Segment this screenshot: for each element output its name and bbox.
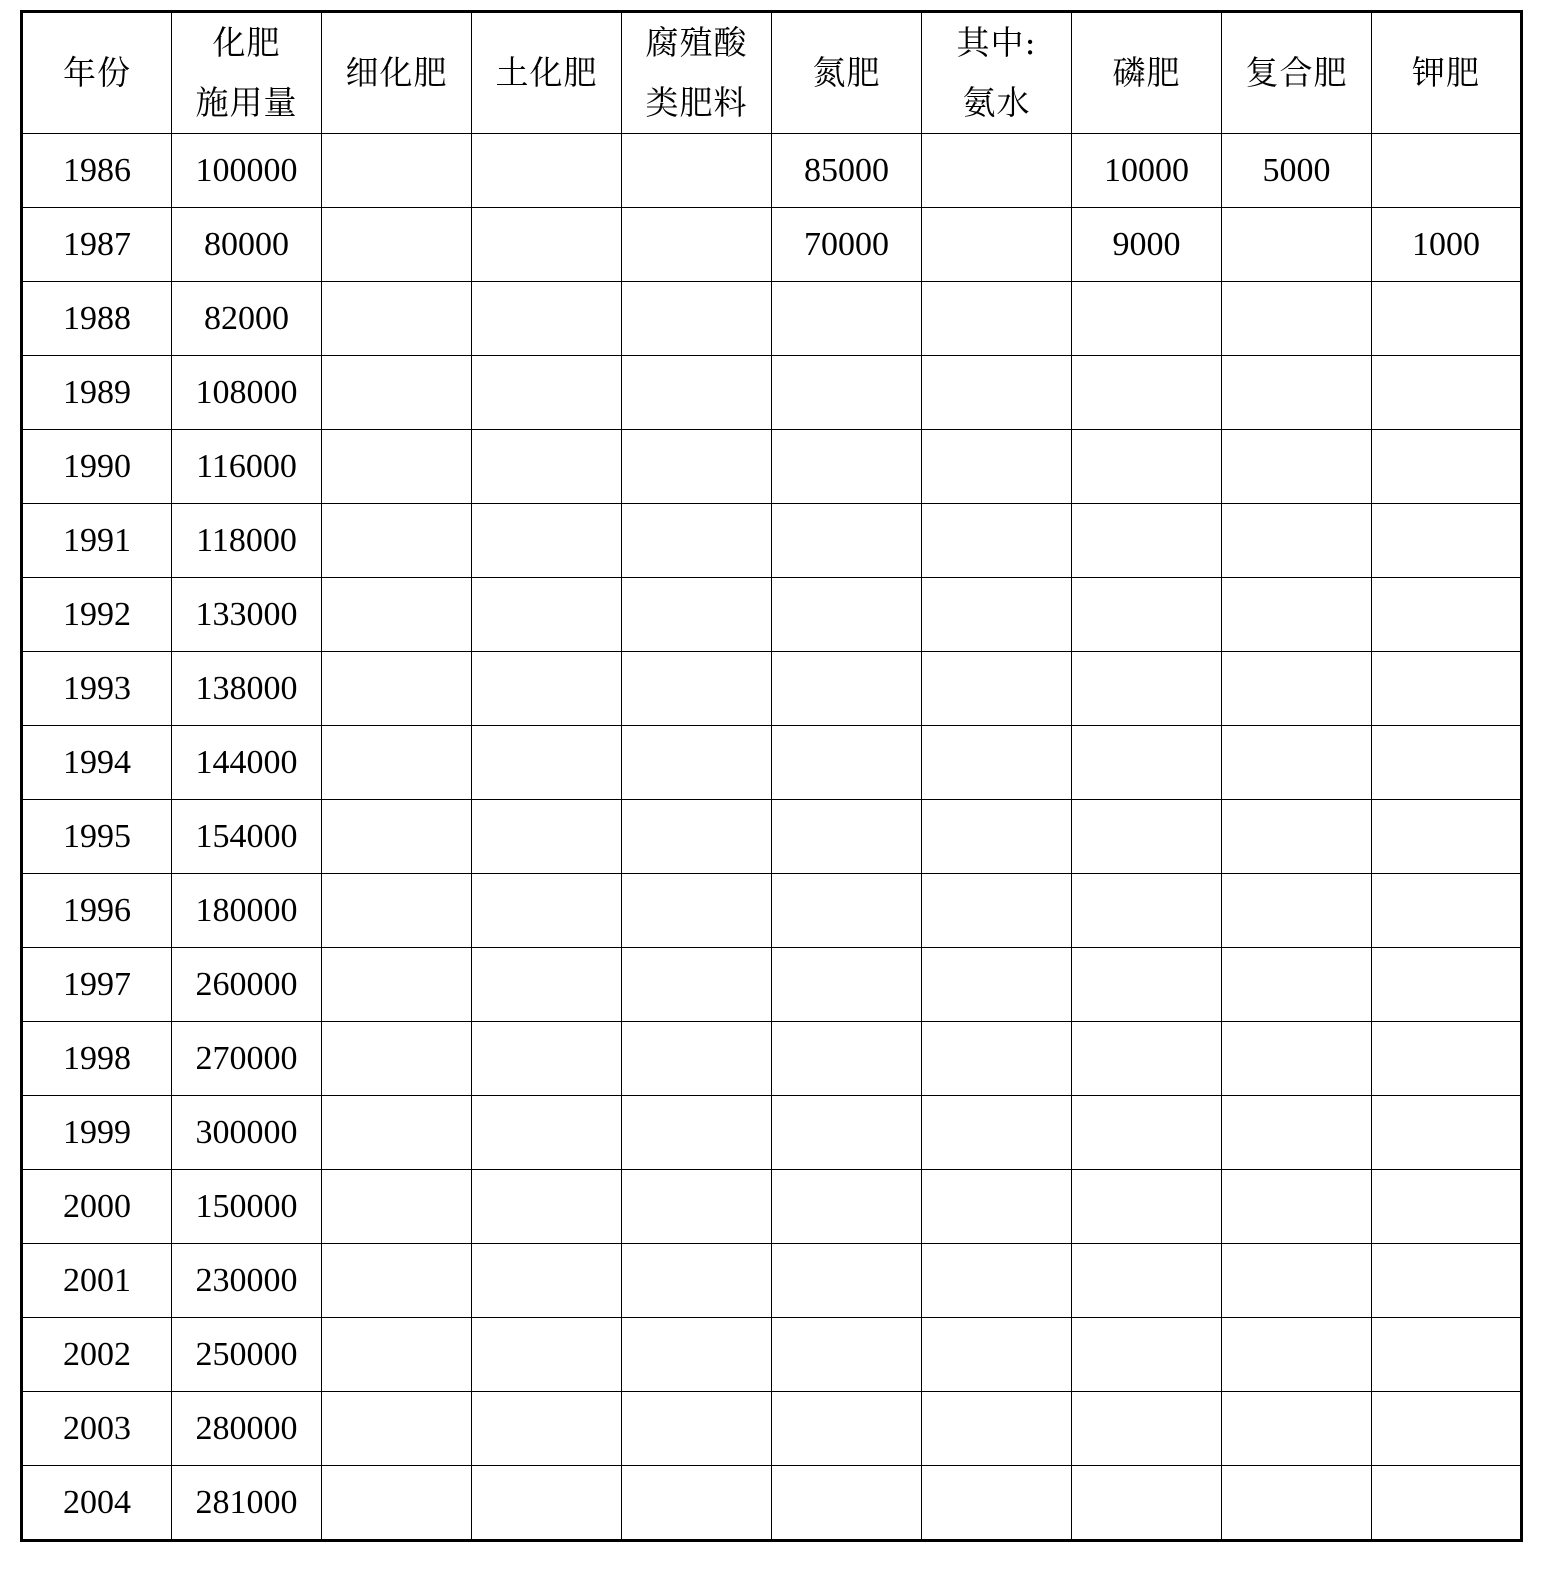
value-cell [772, 652, 922, 726]
value-cell [922, 504, 1072, 578]
value-cell [772, 1318, 922, 1392]
year-cell: 1990 [22, 430, 172, 504]
value-cell [922, 578, 1072, 652]
year-cell: 2004 [22, 1466, 172, 1541]
header-fertilizer-total [172, 12, 322, 134]
value-cell [322, 1022, 472, 1096]
value-cell [322, 134, 472, 208]
value-cell [622, 1022, 772, 1096]
table-row [22, 1096, 1522, 1170]
year-cell: 1992 [22, 578, 172, 652]
value-cell [622, 430, 772, 504]
year-cell: 1987 [22, 208, 172, 282]
value-cell: 281000 [172, 1466, 322, 1541]
value-cell [922, 1096, 1072, 1170]
table-row [22, 504, 1522, 578]
value-cell [472, 1244, 622, 1318]
value-cell [1072, 356, 1222, 430]
value-cell [472, 430, 622, 504]
value-cell [322, 652, 472, 726]
value-cell [322, 1096, 472, 1170]
value-cell [1372, 1466, 1522, 1541]
value-cell [922, 208, 1072, 282]
header-local-fertilizer [472, 12, 622, 134]
header-of-which-ammonia-water [922, 12, 1072, 134]
year-cell: 1999 [22, 1096, 172, 1170]
value-cell [622, 652, 772, 726]
table-row [22, 282, 1522, 356]
value-cell: 10000 [1072, 134, 1222, 208]
table-row [22, 430, 1522, 504]
value-cell [1372, 652, 1522, 726]
year-cell: 1993 [22, 652, 172, 726]
table-row [22, 800, 1522, 874]
value-cell [922, 1170, 1072, 1244]
value-cell [1222, 1244, 1372, 1318]
value-cell [1072, 1170, 1222, 1244]
value-cell [472, 726, 622, 800]
value-cell [1072, 652, 1222, 726]
value-cell [1372, 430, 1522, 504]
value-cell [1372, 726, 1522, 800]
year-cell: 1997 [22, 948, 172, 1022]
value-cell [1072, 578, 1222, 652]
value-cell [1222, 1170, 1372, 1244]
table-row [22, 578, 1522, 652]
header-compound-fertilizer [1222, 12, 1372, 134]
value-cell [922, 652, 1072, 726]
value-cell: 260000 [172, 948, 322, 1022]
value-cell [1372, 282, 1522, 356]
value-cell [322, 356, 472, 430]
header-line: 化肥 [212, 23, 281, 62]
value-cell [1222, 800, 1372, 874]
value-cell [322, 1466, 472, 1541]
value-cell [1072, 1022, 1222, 1096]
value-cell: 82000 [172, 282, 322, 356]
value-cell [322, 504, 472, 578]
value-cell [1372, 1022, 1522, 1096]
value-cell [1372, 504, 1522, 578]
value-cell [1222, 430, 1372, 504]
table-row [22, 652, 1522, 726]
header-line: 氨水 [962, 83, 1031, 122]
value-cell [322, 1170, 472, 1244]
value-cell [922, 282, 1072, 356]
value-cell [472, 1096, 622, 1170]
header-humic-acid-fertilizer [622, 12, 772, 134]
value-cell [622, 1318, 772, 1392]
value-cell [472, 800, 622, 874]
value-cell: 1000 [1372, 208, 1522, 282]
value-cell [1072, 430, 1222, 504]
table-row [22, 134, 1522, 208]
value-cell [1372, 134, 1522, 208]
table-row [22, 874, 1522, 948]
value-cell [322, 282, 472, 356]
value-cell [322, 948, 472, 1022]
value-cell [1072, 282, 1222, 356]
value-cell [472, 948, 622, 1022]
value-cell [1072, 1466, 1222, 1541]
table-row [22, 1170, 1522, 1244]
value-cell [772, 1096, 922, 1170]
year-cell: 1986 [22, 134, 172, 208]
value-cell [1372, 1318, 1522, 1392]
year-cell: 1994 [22, 726, 172, 800]
value-cell: 250000 [172, 1318, 322, 1392]
value-cell [772, 282, 922, 356]
year-cell: 1995 [22, 800, 172, 874]
value-cell [772, 504, 922, 578]
value-cell [1072, 1244, 1222, 1318]
value-cell [322, 1244, 472, 1318]
value-cell [772, 1170, 922, 1244]
value-cell [622, 208, 772, 282]
table-row [22, 208, 1522, 282]
value-cell [1372, 874, 1522, 948]
value-cell [1372, 1392, 1522, 1466]
value-cell [1072, 504, 1222, 578]
value-cell [1222, 1318, 1372, 1392]
table-row [22, 1466, 1522, 1541]
value-cell [1222, 948, 1372, 1022]
header-line: 复合肥 [1245, 53, 1348, 92]
value-cell [772, 1022, 922, 1096]
value-cell [1372, 1096, 1522, 1170]
value-cell [1222, 282, 1372, 356]
value-cell [772, 800, 922, 874]
value-cell [1222, 356, 1372, 430]
value-cell [622, 1096, 772, 1170]
value-cell: 154000 [172, 800, 322, 874]
value-cell: 85000 [772, 134, 922, 208]
value-cell: 9000 [1072, 208, 1222, 282]
header-line: 磷肥 [1112, 53, 1181, 92]
value-cell: 138000 [172, 652, 322, 726]
value-cell [772, 874, 922, 948]
value-cell [922, 874, 1072, 948]
value-cell [322, 874, 472, 948]
value-cell [472, 208, 622, 282]
header-line: 类肥料 [645, 83, 748, 122]
value-cell [472, 356, 622, 430]
header-line: 氮肥 [812, 53, 881, 92]
table-header [22, 12, 1522, 134]
table-row [22, 1244, 1522, 1318]
value-cell [322, 430, 472, 504]
value-cell [772, 948, 922, 1022]
value-cell [472, 282, 622, 356]
year-cell: 2001 [22, 1244, 172, 1318]
value-cell [622, 800, 772, 874]
value-cell [622, 578, 772, 652]
table-row [22, 948, 1522, 1022]
value-cell: 108000 [172, 356, 322, 430]
value-cell [922, 1318, 1072, 1392]
value-cell [622, 726, 772, 800]
value-cell [1072, 1318, 1222, 1392]
value-cell [1222, 208, 1372, 282]
value-cell [772, 430, 922, 504]
value-cell [1072, 948, 1222, 1022]
value-cell: 116000 [172, 430, 322, 504]
value-cell [1222, 1096, 1372, 1170]
year-cell: 2000 [22, 1170, 172, 1244]
year-cell: 2002 [22, 1318, 172, 1392]
header-line: 腐殖酸 [645, 23, 748, 62]
value-cell [622, 504, 772, 578]
value-cell [1072, 874, 1222, 948]
value-cell [322, 578, 472, 652]
value-cell [1372, 800, 1522, 874]
header-line: 钾肥 [1412, 53, 1480, 92]
value-cell: 144000 [172, 726, 322, 800]
header-potash-fertilizer [1372, 12, 1522, 134]
value-cell [472, 1022, 622, 1096]
value-cell [1372, 356, 1522, 430]
value-cell [1372, 1244, 1522, 1318]
value-cell [472, 874, 622, 948]
header-line: 施用量 [195, 83, 298, 122]
table-row [22, 356, 1522, 430]
value-cell: 150000 [172, 1170, 322, 1244]
value-cell [922, 356, 1072, 430]
value-cell [772, 1466, 922, 1541]
table-row [22, 1022, 1522, 1096]
year-cell: 1989 [22, 356, 172, 430]
value-cell [772, 356, 922, 430]
value-cell [1222, 504, 1372, 578]
year-cell: 1996 [22, 874, 172, 948]
header-nitrogen-fertilizer [772, 12, 922, 134]
value-cell [622, 948, 772, 1022]
value-cell [622, 282, 772, 356]
value-cell [472, 1466, 622, 1541]
value-cell [922, 134, 1072, 208]
value-cell [1222, 1392, 1372, 1466]
value-cell [922, 1392, 1072, 1466]
year-cell: 1988 [22, 282, 172, 356]
value-cell [322, 726, 472, 800]
value-cell [322, 1392, 472, 1466]
value-cell [1222, 1466, 1372, 1541]
value-cell: 230000 [172, 1244, 322, 1318]
table-row [22, 726, 1522, 800]
value-cell [922, 430, 1072, 504]
value-cell [922, 726, 1072, 800]
value-cell [1072, 1392, 1222, 1466]
value-cell [622, 1244, 772, 1318]
value-cell: 5000 [1222, 134, 1372, 208]
value-cell [1072, 726, 1222, 800]
value-cell [772, 1392, 922, 1466]
value-cell [772, 726, 922, 800]
value-cell [622, 1170, 772, 1244]
value-cell [622, 874, 772, 948]
value-cell [622, 1392, 772, 1466]
value-cell [1372, 948, 1522, 1022]
value-cell [322, 208, 472, 282]
header-phosphate-fertilizer [1072, 12, 1222, 134]
value-cell: 270000 [172, 1022, 322, 1096]
value-cell [772, 578, 922, 652]
year-cell: 1991 [22, 504, 172, 578]
value-cell [622, 1466, 772, 1541]
header-line: 细化肥 [345, 53, 448, 92]
value-cell [322, 800, 472, 874]
value-cell [622, 356, 772, 430]
value-cell [322, 1318, 472, 1392]
value-cell: 300000 [172, 1096, 322, 1170]
value-cell: 118000 [172, 504, 322, 578]
table-body [22, 134, 1522, 1541]
value-cell [1222, 578, 1372, 652]
value-cell [922, 800, 1072, 874]
value-cell [472, 134, 622, 208]
value-cell [922, 948, 1072, 1022]
value-cell: 280000 [172, 1392, 322, 1466]
value-cell [1372, 578, 1522, 652]
header-line: 年份 [63, 53, 131, 92]
value-cell [472, 504, 622, 578]
value-cell: 180000 [172, 874, 322, 948]
header-fine-fertilizer [322, 12, 472, 134]
value-cell [922, 1244, 1072, 1318]
header-year [22, 12, 172, 134]
table-row [22, 1318, 1522, 1392]
header-row [22, 12, 1522, 134]
value-cell [1072, 800, 1222, 874]
value-cell [922, 1466, 1072, 1541]
value-cell [772, 1244, 922, 1318]
value-cell: 80000 [172, 208, 322, 282]
value-cell [1222, 1022, 1372, 1096]
value-cell [1222, 726, 1372, 800]
table-row [22, 1392, 1522, 1466]
value-cell [1222, 652, 1372, 726]
year-cell: 2003 [22, 1392, 172, 1466]
year-cell: 1998 [22, 1022, 172, 1096]
value-cell [1072, 1096, 1222, 1170]
value-cell [922, 1022, 1072, 1096]
value-cell [1372, 1170, 1522, 1244]
value-cell [472, 1392, 622, 1466]
header-line: 其中: [956, 23, 1037, 62]
value-cell [472, 578, 622, 652]
value-cell: 100000 [172, 134, 322, 208]
header-line: 土化肥 [495, 53, 598, 92]
value-cell: 70000 [772, 208, 922, 282]
value-cell [472, 1318, 622, 1392]
value-cell: 133000 [172, 578, 322, 652]
value-cell [1222, 874, 1372, 948]
value-cell [472, 652, 622, 726]
value-cell [472, 1170, 622, 1244]
fertilizer-table [20, 10, 1523, 1542]
value-cell [622, 134, 772, 208]
